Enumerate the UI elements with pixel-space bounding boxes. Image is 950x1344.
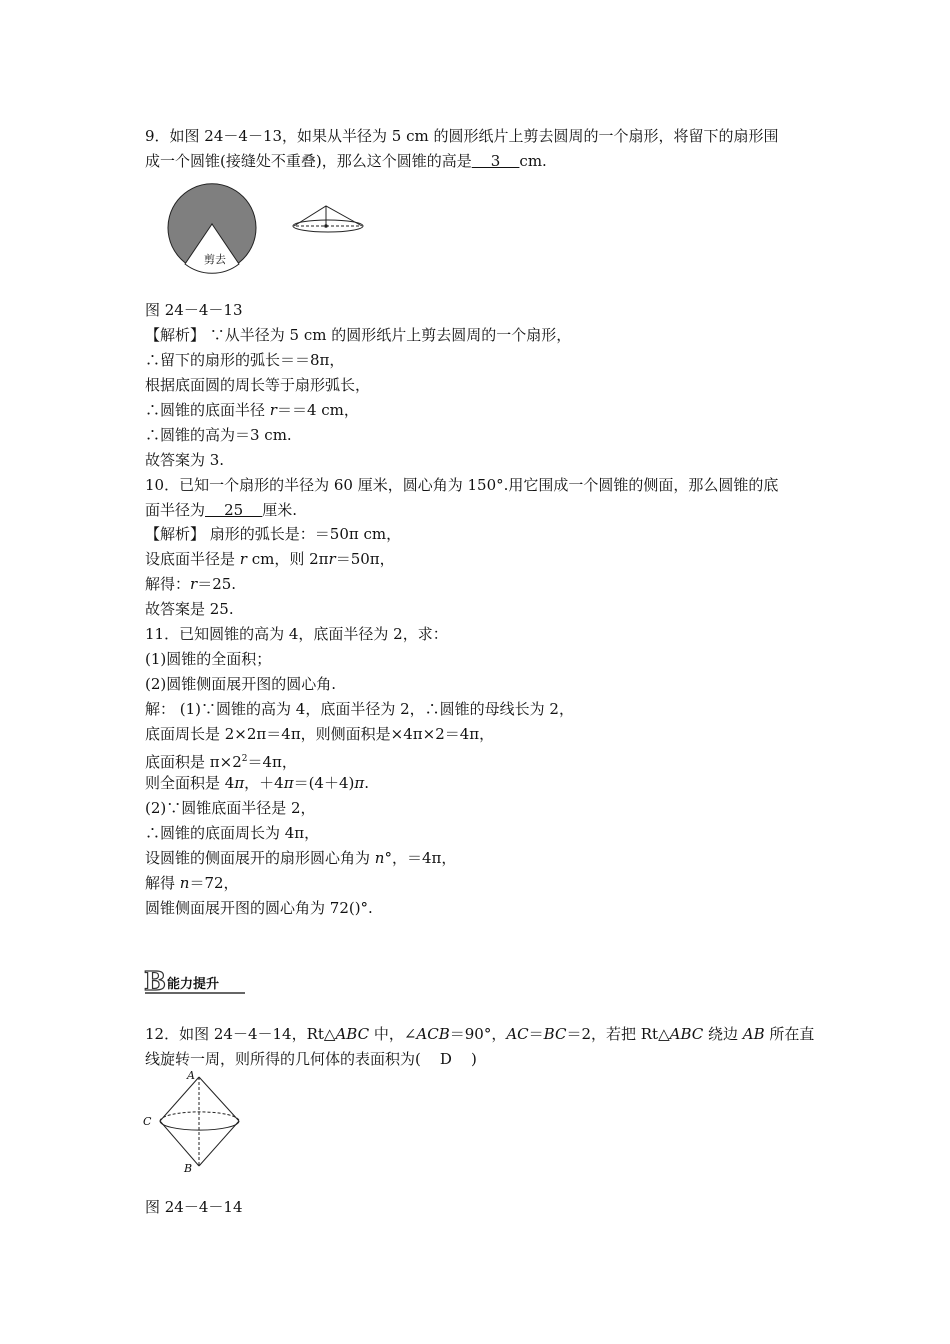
q10-sol3-b: ＝25. [197, 575, 237, 593]
q11-solution-1: 解： (1)∵圆锥的高为 4，底面半径为 2，∴圆锥的母线长为 2， [145, 700, 574, 718]
q9-unit: cm. [519, 152, 547, 170]
q9-solution-4 [145, 398, 359, 422]
q10-sol2-c: ＝50π， [335, 550, 395, 568]
q12-line1 [145, 1022, 814, 1046]
q11-sol3-sup: 2 [241, 754, 248, 764]
cone-center [324, 224, 328, 228]
cone-slant [294, 206, 362, 226]
q11-solution-5: (2)∵圆锥底面半径是 2， [145, 799, 316, 817]
q9-solution-3: 根据底面圆的周长等于扇形弧长， [145, 376, 371, 394]
q10-answer: 25 [205, 501, 263, 519]
q10-solution-1: 【解析】 扇形的弧长是：＝50π cm， [145, 525, 402, 543]
q12-paren-close: ) [471, 1050, 477, 1068]
q10-sol2-b: cm，则 2π [246, 550, 329, 568]
q11-sol4-e: ＝(4＋4) [293, 774, 355, 792]
q11-sol4-c: ，＋4 [244, 774, 284, 792]
q12-line2-text: 线旋转一周，则所得的几何体的表面积为( [145, 1050, 421, 1068]
q11-line3: (2)圆锥侧面展开图的圆心角. [145, 675, 337, 693]
q10-sol3-var: r [190, 575, 198, 593]
label-b: B [184, 1162, 193, 1175]
q9-solution-6: 故答案为 3. [145, 451, 225, 469]
q9-sol-r-pre: ∴圆锥的底面半径 [145, 401, 270, 419]
q11-sol3-b: ＝4π， [247, 753, 297, 771]
q11-solution-4 [145, 771, 369, 795]
q10-line2 [145, 498, 297, 522]
q12-l1-a: 12．如图 24－4－14，Rt△ [145, 1025, 336, 1043]
q9-answer: 3 [471, 152, 520, 170]
section-b-title: 能力提升 [167, 977, 220, 992]
cut-label: 剪去 [204, 253, 226, 266]
q10-line1: 10．已知一个扇形的半径为 60 厘米，圆心角为 150°.用它围成一个圆锥的侧面，那么圆锥的底 [145, 476, 779, 494]
q12-l1-l: AB [742, 1025, 765, 1043]
q11-sol8-b: ＝72， [189, 874, 239, 892]
label-a: A [187, 1069, 195, 1082]
q12-l1-d: ACB [416, 1025, 450, 1043]
q11-sol4-f: π [354, 774, 365, 792]
q11-sol4-a: 则全面积是 4 [145, 774, 235, 792]
q12-l1-b: ABC [335, 1025, 370, 1043]
q11-line2: (1)圆锥的全面积； [145, 650, 272, 668]
figure-24-4-13 [140, 178, 380, 278]
q10-solution-4: 故答案是 25. [145, 600, 234, 618]
q12-l1-j: ABC [669, 1025, 704, 1043]
q11-solution-2: 底面周长是 2×2π＝4π，则侧面积是×4π×2＝4π， [145, 725, 495, 743]
q11-line1: 11．已知圆锥的高为 4，底面半径为 2，求： [145, 625, 448, 643]
q12-l1-e: ＝90°， [449, 1025, 507, 1043]
q10-sol3-a: 解得： [145, 575, 191, 593]
q10-sol2-var2: r [328, 550, 336, 568]
q10-unit: 厘米. [262, 501, 298, 519]
q9-sol-r-var: r [269, 401, 277, 419]
q11-sol7-var: n [374, 849, 385, 867]
q11-sol8-var: n [179, 874, 190, 892]
q9-line1: 9．如图 24－4－13，如果从半径为 5 cm 的圆形纸片上剪去圆周的一个扇形，将留下的扇形围 [145, 127, 779, 145]
q12-answer: D [420, 1050, 472, 1068]
q9-solution-1: 【解析】 ∵从半径为 5 cm 的圆形纸片上剪去圆周的一个扇形， [145, 326, 572, 344]
q12-l1-c: 中，∠ [369, 1025, 417, 1043]
q11-solution-3 [145, 747, 297, 774]
q11-solution-7 [145, 846, 456, 870]
q11-solution-6: ∴圆锥的底面周长为 4π， [145, 824, 320, 842]
section-b-letter: B [144, 967, 166, 996]
q9-line2 [145, 149, 547, 173]
q10-sol2-var: r [239, 550, 247, 568]
q11-sol7-a: 设圆锥的侧面展开的扇形圆心角为 [145, 849, 375, 867]
edge-ac [160, 1077, 199, 1121]
q9-solution-2: ∴留下的扇形的弧长＝＝8π， [145, 351, 345, 369]
figure-caption-13: 图 24－4－13 [145, 301, 243, 319]
label-c: C [143, 1115, 152, 1128]
q11-sol3-a: 底面积是 π×2 [145, 753, 242, 771]
q12-l1-f: AC [506, 1025, 529, 1043]
q11-sol7-b: °，＝4π， [384, 849, 457, 867]
q11-sol4-b: π [234, 774, 245, 792]
edge-bc [160, 1121, 199, 1166]
q12-l1-k: 绕边 [703, 1025, 743, 1043]
section-b-badge [143, 966, 249, 996]
figure-caption-14: 图 24－4－14 [145, 1198, 243, 1216]
edge-b-right [199, 1121, 239, 1166]
q11-sol4-d: π [283, 774, 294, 792]
q11-solution-9: 圆锥侧面展开图的圆心角为 72()°. [145, 899, 373, 917]
q9-solution-5: ∴圆锥的高为＝3 cm. [145, 426, 292, 444]
q10-line2-text: 面半径为 [145, 501, 206, 519]
q9-sol-r-post: ＝＝4 cm， [276, 401, 359, 419]
q11-sol4-g: . [364, 774, 370, 792]
q10-solution-2 [145, 547, 395, 571]
edge-a-right [199, 1077, 239, 1121]
q12-l1-g: ＝ [528, 1025, 544, 1043]
q11-sol8-a: 解得 [145, 874, 180, 892]
q12-l1-i: ＝2，若把 Rt△ [566, 1025, 670, 1043]
q12-l1-h: BC [543, 1025, 567, 1043]
q11-solution-8 [145, 871, 239, 895]
figure-24-4-14 [138, 1068, 258, 1178]
q10-sol2-a: 设底面半径是 [145, 550, 240, 568]
q9-line2-text: 成一个圆锥(接缝处不重叠)，那么这个圆锥的高是 [145, 152, 472, 170]
q10-solution-3 [145, 572, 236, 596]
q12-l1-m: 所在直 [764, 1025, 815, 1043]
